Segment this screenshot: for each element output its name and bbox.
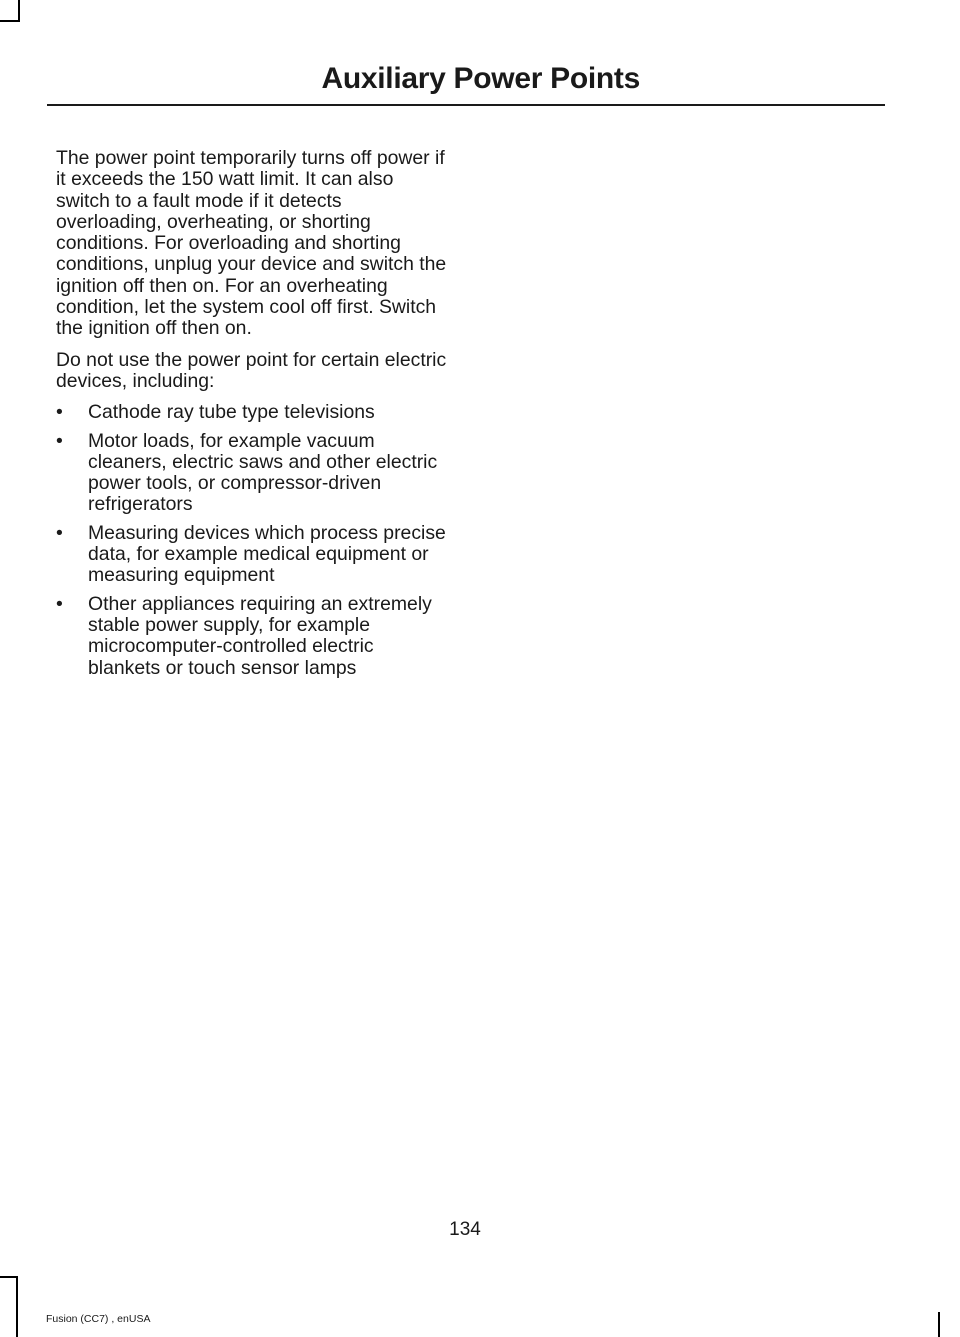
bullet-icon: • xyxy=(56,592,63,615)
page-number: 134 xyxy=(449,1219,481,1240)
main-content xyxy=(56,148,450,686)
bullet-icon: • xyxy=(56,429,63,452)
paragraph: Do not use the power point for certain electric devices, including: xyxy=(56,348,447,392)
crop-mark xyxy=(938,1312,940,1337)
crop-mark xyxy=(0,20,20,22)
bullet-icon: • xyxy=(56,521,63,544)
list-item xyxy=(56,431,450,516)
footer-label: Fusion (CC7) , enUSA xyxy=(46,1313,151,1325)
list-item xyxy=(56,523,450,587)
crop-mark xyxy=(0,1276,18,1278)
crop-mark xyxy=(16,1276,18,1337)
title-divider xyxy=(47,104,885,106)
list-item xyxy=(56,402,450,423)
list-item-text: Motor loads, for example vacuum cleaners, electric saws and other electric power tools, or compressor-driven refrigerators xyxy=(88,429,438,516)
paragraph: The power point temporarily turns off power if it exceeds the 150 watt limit. It can also switch to a fault mode if it detects overloading, overheating, or shorting conditions. For overloading and shorting conditions, unplug your device and switch the ignition off then on. For an overheating condition, let the system cool off first. Switch the ignition off then on. xyxy=(56,147,447,340)
list-item-text: Cathode ray tube type televisions xyxy=(88,401,375,424)
list-item-text: Other appliances requiring an extremely stable power supply, for example microcomputer-controlled electric blankets or touch sensor lamps xyxy=(88,592,432,679)
crop-mark xyxy=(18,0,20,22)
list-item xyxy=(56,594,450,679)
page-title: Auxiliary Power Points xyxy=(321,62,640,95)
bullet-icon: • xyxy=(56,401,63,424)
list-item-text: Measuring devices which process precise data, for example medical equipment or measuring equipment xyxy=(88,521,446,587)
device-list xyxy=(56,402,450,679)
